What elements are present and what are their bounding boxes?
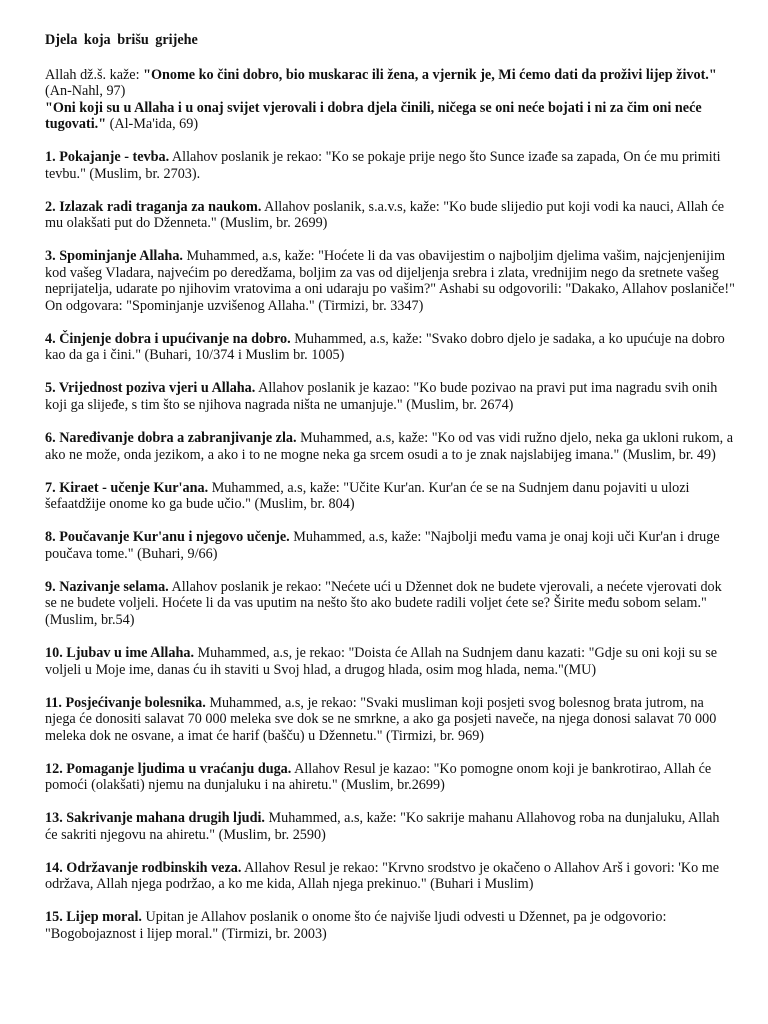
item-text: Allahov poslanik, s.a.v.s, kaže: "Ko bude slijedio put koji vodi ka nauci, Allah će mu olakšati put do Dženneta." (Muslim, br. 2699) [45,198,725,232]
item-heading: 15. Lijep moral. [45,909,142,926]
list-item [45,380,735,413]
list-item [45,761,735,794]
item-text: Muhammed, a.s, kaže: "Ko sakrije mahanu Allahovog roba na dunjaluku, Allah će sakriti njegovu na ahiretu." (Muslim, br. 2590) [45,810,720,843]
item-text: Allahov Resul je rekao: "Krvno srodstvo je okačeno o Allahov Arš i govori: 'Ko me održava, Allah njega podržao, a ko me kida, Allah njega prekinuo." (Buhari i Muslim) [45,859,720,893]
intro-ref-2: (Al-Ma'ida, 69) [106,116,199,133]
item-text: Allahov poslanik je rekao: "Nećete ući u Džennet dok ne budete vjerovali, a nećete vjerovati dok se ne budete volјeli. Hoćete li da vas uputim na nešto što ako budete radili voljet ćete se? Širite među sobom selam."(Muslim, br.54) [45,578,722,628]
item-text: Muhammed, a.s, kaže: "Najbolji među vama je onaj koji uči Kur'an i druge poučava tome." (Buhari, 9/66) [45,529,720,562]
item-text: Upitan je Allahov poslanik o onome što će najviše ljudi odvesti u Džennet, pa je odgovorio: "Bogobojaznost i lijep moral." (Tirmizi, br. 2003) [45,909,667,943]
item-heading: 9. Nazivanje selama. [45,578,169,595]
document-page [45,32,735,959]
item-heading: 5. Vrijednost poziva vjeri u Allaha. [45,380,256,397]
item-heading: 10. Ljubav u ime Allaha. [45,644,194,661]
item-text: Muhammed, a.s, kaže: "Učite Kur'an. Kur'an će se na Sudnjem danu pojaviti u ulozi šefaatdžije onome ko ga bude učio." (Muslim, br. 804) [45,479,690,513]
item-text: Allahov poslanik je rekao: "Ko se pokaje prije nego što Sunce izađe sa zapada, On će mu primiti tevbu." (Muslim, br. 2703). [45,148,721,182]
item-heading: 13. Sakrivanje mahana drugih ljudi. [45,810,265,827]
item-heading: 11. Posjećivanje bolesnika. [45,694,206,711]
list-item [45,331,735,364]
list-item [45,810,735,843]
item-heading: 6. Naređivanje dobra a zabranjivanje zla. [45,430,297,447]
item-text: Muhammed, a.s, kaže: "Hoćete li da vas obavijestim o najboljim djelima vašim, najcjenjenijim kod vašeg Vladara, najvećim po deredžama, boljim za vas od dijeljenja srebra i zlata, vrednijim nego da sretnete vašeg neprijatelja, udarate po njihovim vratovima a oni udaraju po vašim?" Ashabi su odgovorili: "Dakako, Allahov poslaniče!" On odgovara: "Spominjanje uzvišenog Allaha." (Tirmizi, br. 3347) [45,248,735,314]
intro-ref-1: (An-Nahl, 97) [45,83,126,100]
list-item [45,860,735,893]
list-item [45,199,735,232]
list-item [45,695,735,745]
deeds-list [45,149,735,943]
item-text: Allahov Resul je kazao: "Ko pomogne onom koji je bankrotirao, Allah će pomoći (olakšati) njemu na dunjaluku i na ahiretu." (Muslim, br.2699) [45,760,712,794]
list-item [45,480,735,513]
list-item [45,645,735,678]
document-title: Djela koja brišu grijehe [45,32,198,48]
list-item [45,430,735,463]
item-text: Muhammed, a.s, je rekao: "Doista će Allah na Sudnjem danu kazati: "Gdje su oni koji su se voljeli u Moje ime, danas ću ih staviti u Svoj hlad, a drugog hlada, osim mog hlada, nema."(MU) [45,644,718,678]
item-heading: 14. Održavanje rodbinskih veza. [45,859,242,876]
list-item [45,529,735,562]
item-heading: 7. Kiraet - učenje Kur'ana. [45,479,209,496]
list-item [45,579,735,629]
list-item [45,149,735,182]
item-text: Muhammed, a.s, je rekao: "Svaki musliman koji posjeti svog bolesnog brata jutrom, na njega će donositi salavat 70 000 meleka sve dok se ne smrkne, a ako ga posjeti naveče, na njega donosi salavat 70 000 meleka dok ne osvane, a imat će harif (bašču) u Džennetu." (Tirmizi, br. 969) [45,694,717,744]
intro-lead: Allah dž.š. kaže: [45,66,144,83]
item-heading: 8. Poučavanje Kur'anu i njegovo učenje. [45,529,290,546]
intro-quote-1: "Onome ko čini dobro, bio muskarac ili žena, a vjernik je, Mi ćemo dati da proživi lijep život." [143,66,717,83]
item-heading: 4. Činjenje dobra i upućivanje na dobro. [45,330,291,347]
list-item [45,909,735,942]
list-item [45,248,735,314]
item-heading: 2. Izlazak radi traganja za naukom. [45,198,262,215]
intro-quote-2: "Oni koji su u Allaha i u onaj svijet vjerovali i dobra djela činili, ničega se oni neće bojati i ni za čim oni neće tugovati." [45,99,702,133]
item-text: Muhammed, a.s, kaže: "Ko od vas vidi ružno djelo, neka ga ukloni rukom, a ako ne može, onda jezikom, a ako i to ne mogne neka ga srcem osudi a to je znak najslabijeg imana." (Muslim, br. 49) [45,430,734,463]
item-heading: 3. Spominjanje Allaha. [45,248,183,265]
item-text: Muhammed, a.s, kaže: "Svako dobro djelo je sadaka, a ko upućuje na dobro kao da ga i čini." (Buhari, 10/374 i Muslim br. 1005) [45,330,725,364]
item-heading: 12. Pomaganje ljudima u vraćanju duga. [45,760,292,777]
intro-paragraph [45,67,735,133]
item-text: Allahov poslanik je kazao: "Ko bude pozivao na pravi put ima nagradu svih onih koji ga slijeđe, s tim što se njihova nagrada ništa ne umanjuje." (Muslim, br. 2674) [45,380,718,414]
item-heading: 1. Pokajanje - tevba. [45,148,170,165]
